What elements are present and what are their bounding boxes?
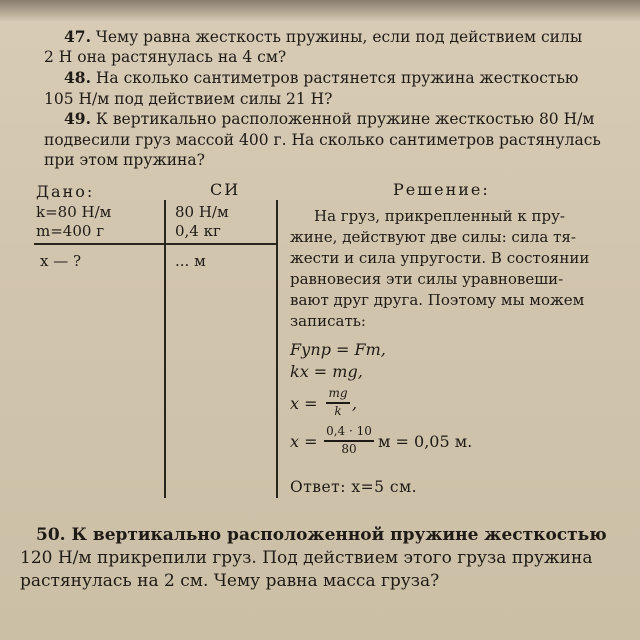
find-x-si: ... м xyxy=(175,252,206,270)
solution-line-6: записать: xyxy=(290,312,366,330)
problem-50-line-3: растянулась на 2 см. Чему равна масса груза? xyxy=(20,571,440,591)
problem-48-number: 48. xyxy=(64,68,91,87)
page-shadow xyxy=(0,0,640,22)
table-divider xyxy=(34,243,278,245)
solution-line-1: На груз, прикрепленный к пру- xyxy=(314,207,565,225)
solution-line-4: равновесия эти силы уравновеши- xyxy=(290,270,564,288)
given-m: m=400 г xyxy=(36,222,105,240)
problem-47-text-1: Чему равна жесткость пружины, если под действием силы xyxy=(95,28,583,46)
problem-50-line-1: 50. К вертикально расположенной пружине жесткостью xyxy=(36,525,607,545)
find-x: x — ? xyxy=(40,252,82,270)
problem-48-line-2: 105 Н/м под действием силы 21 Н? xyxy=(44,90,333,108)
si-header: СИ xyxy=(210,180,241,199)
given-k: k=80 Н/м xyxy=(36,203,112,221)
problem-47-number: 47. xyxy=(64,27,91,46)
problem-49-number: 49. xyxy=(64,109,91,128)
si-m: 0,4 кг xyxy=(175,222,221,240)
given-si-separator xyxy=(164,200,166,498)
problem-48-text-1: На сколько сантиметров растянется пружина жесткостью xyxy=(95,69,579,87)
given-header: Дано: xyxy=(36,182,95,201)
formula-calc-lhs: x = xyxy=(290,432,318,451)
solution-line-3: жести и сила упругости. В состоянии xyxy=(290,249,590,267)
solution-line-2: жине, действуют две силы: сила тя- xyxy=(290,228,576,246)
si-k: 80 Н/м xyxy=(175,203,229,221)
formula-forces: Fупр = Fт, xyxy=(290,340,386,359)
problem-49-text-1: К вертикально расположенной пружине жесткостью 80 Н/м xyxy=(95,110,595,128)
si-solution-separator xyxy=(276,200,278,498)
formula-kx-mg: kx = mg, xyxy=(290,362,363,381)
problem-48-line-1 xyxy=(64,69,578,87)
problem-49-line-1 xyxy=(64,110,594,128)
problem-50-line-2: 120 Н/м прикрепили груз. Под действием этого груза пружина xyxy=(20,548,593,568)
problem-49-line-3: при этом пружина? xyxy=(44,151,205,169)
formula-calc-numerator: 0,4 · 10 xyxy=(326,424,372,438)
formula-x-comma: , xyxy=(352,394,358,413)
formula-calc-denominator: 80 xyxy=(341,442,357,456)
formula-x-denominator: k xyxy=(334,404,342,418)
solution-header: Решение: xyxy=(393,180,490,199)
answer: Ответ: x=5 см. xyxy=(290,478,418,496)
problem-47-line-2: 2 Н она растянулась на 4 см? xyxy=(44,48,287,66)
formula-x-lhs: x = xyxy=(290,394,318,413)
problem-47-line-1 xyxy=(64,28,582,46)
formula-calc-result: м = 0,05 м. xyxy=(378,432,473,451)
problem-49-line-2: подвесили груз массой 400 г. На сколько сантиметров растянулась xyxy=(44,131,601,149)
solution-line-5: вают друг друга. Поэтому мы можем xyxy=(290,291,585,309)
formula-x-numerator: mg xyxy=(328,386,348,400)
